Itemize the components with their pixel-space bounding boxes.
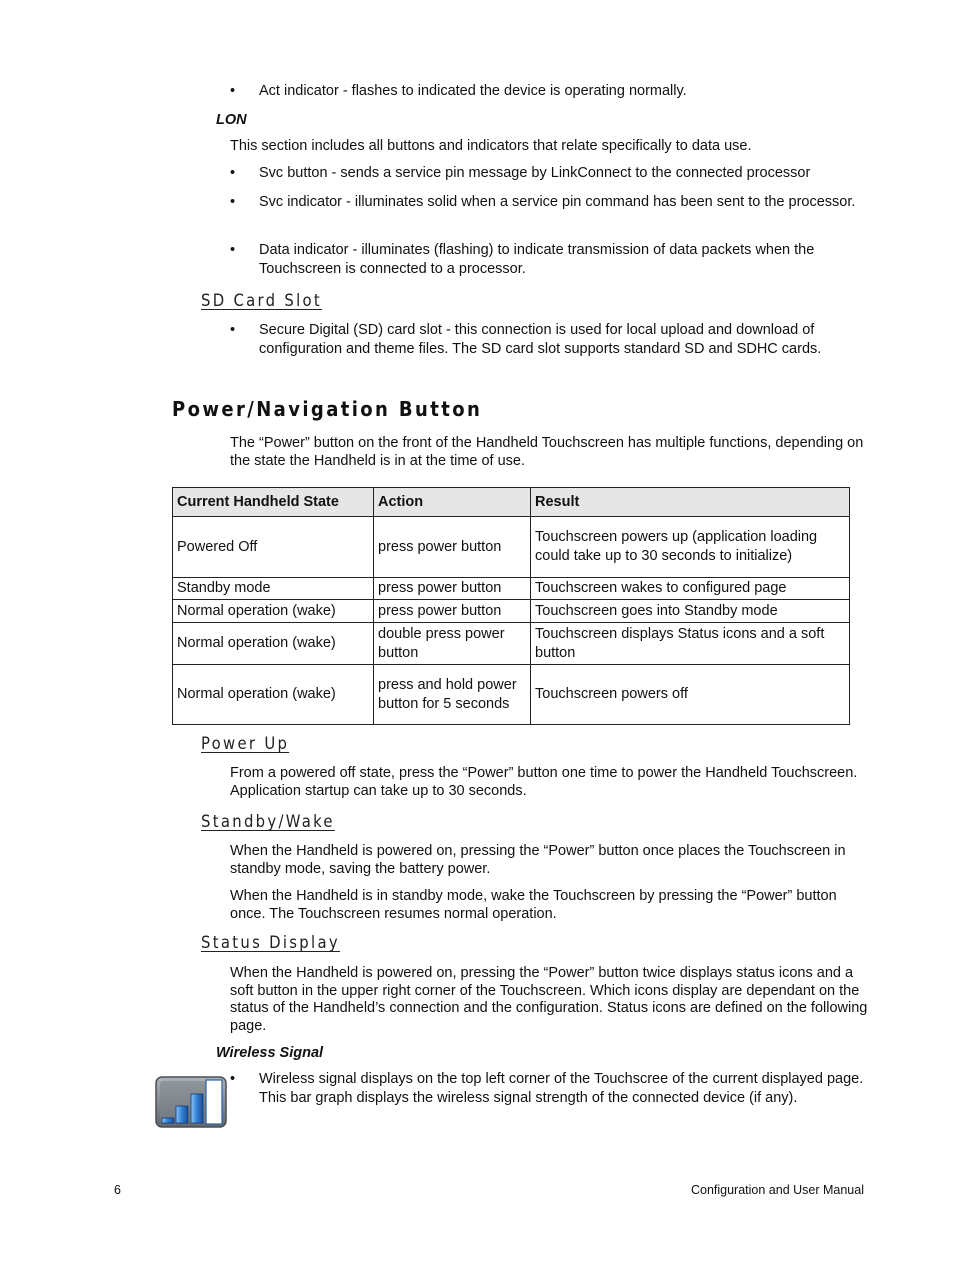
table-row [173,665,850,725]
table-cell: Touchscreen goes into Standby mode [531,600,850,623]
table-cell: Touchscreen powers up (application loading could take up to 30 seconds to initialize) [531,517,850,578]
lon-heading: LON [216,112,247,128]
list-item [230,1070,870,1108]
standby-wake-p2: When the Handheld is in standby mode, wake the Touchscreen by pressing the “Power” button once. The Touchscreen resumes normal operation. [230,888,837,922]
bullet-text: Wireless signal displays on the top left corner of the Touchscree of the current displayed page. This bar graph displays the wireless signal strength of the connected device (if any). [259,1071,864,1106]
bullet-text: Svc indicator - illuminates solid when a service pin command has been sent to the processor. [259,194,856,210]
list-item [230,193,870,212]
standby-wake-heading: Standby/Wake [201,812,335,831]
bullet-text: Data indicator - illuminates (flashing) to indicate transmission of data packets when the Touchscreen is connected to a processor. [259,242,815,277]
table-cell: press power button [374,517,531,578]
bullet-marker: • [230,322,236,338]
list-item [230,82,870,101]
status-display-text: When the Handheld is powered on, pressing the “Power” button twice displays status icons and a soft button in the upper right corner of the Touchscreen. Which icons display are dependant on the status of the Handheld’s connection and the configuration. Status icons are defined on the following page. [230,965,868,1034]
table-row [173,517,850,578]
table-row [173,623,850,665]
page-number: 6 [114,1183,121,1197]
table-cell: Touchscreen wakes to configured page [531,578,850,600]
status-display-heading: Status Display [201,933,340,952]
bullet-text: Secure Digital (SD) card slot - this connection is used for local upload and download of configuration and theme files. The SD card slot supports standard SD and SDHC cards. [259,322,822,357]
table-row [173,600,850,623]
table-header-row [173,488,850,517]
bullet-marker: • [230,194,236,210]
column-header: Action [374,488,531,517]
column-header: Current Handheld State [173,488,374,517]
table-cell: press power button [374,578,531,600]
lon-intro: This section includes all buttons and indicators that relate specifically to data use. [230,138,752,154]
section-heading: Power/Navigation Button [172,397,483,421]
table-cell: Normal operation (wake) [173,665,374,725]
list-item [230,164,870,183]
column-header: Result [531,488,850,517]
standby-wake-p1: When the Handheld is powered on, pressing the “Power” button once places the Touchscreen in standby mode, saving the battery power. [230,843,846,877]
bullet-text: Act indicator - flashes to indicated the device is operating normally. [259,83,687,99]
power-nav-intro: The “Power” button on the front of the Handheld Touchscreen has multiple functions, depending on the state the Handheld is in at the time of use. [230,435,864,469]
bullet-marker: • [230,242,236,258]
bullet-marker: • [230,165,236,181]
wireless-heading: Wireless Signal [216,1045,324,1061]
power-button-table [172,487,850,725]
bullet-marker: • [230,83,236,99]
table-cell: Standby mode [173,578,374,600]
table-cell: Touchscreen displays Status icons and a soft button [531,623,850,665]
footer-doc-title: Configuration and User Manual [690,1183,864,1197]
bullet-marker: • [230,1071,236,1087]
wireless-signal-bars-icon [155,1076,227,1128]
table-cell: Powered Off [173,517,374,578]
table-cell: Normal operation (wake) [173,623,374,665]
table-cell: Touchscreen powers off [531,665,850,725]
list-item [230,321,870,359]
sd-card-heading: SD Card Slot [201,291,323,310]
table-cell: press and hold power button for 5 seconds [374,665,531,725]
table-cell: Normal operation (wake) [173,600,374,623]
bullet-text: Svc button - sends a service pin message by LinkConnect to the connected processor [259,165,811,181]
table-cell: double press power button [374,623,531,665]
power-up-text: From a powered off state, press the “Power” button one time to power the Handheld Touchscreen. Application startup can take up to 30 seconds. [230,765,858,799]
power-up-heading: Power Up [201,734,290,753]
list-item [230,241,870,279]
table-cell: press power button [374,600,531,623]
table-row [173,578,850,600]
